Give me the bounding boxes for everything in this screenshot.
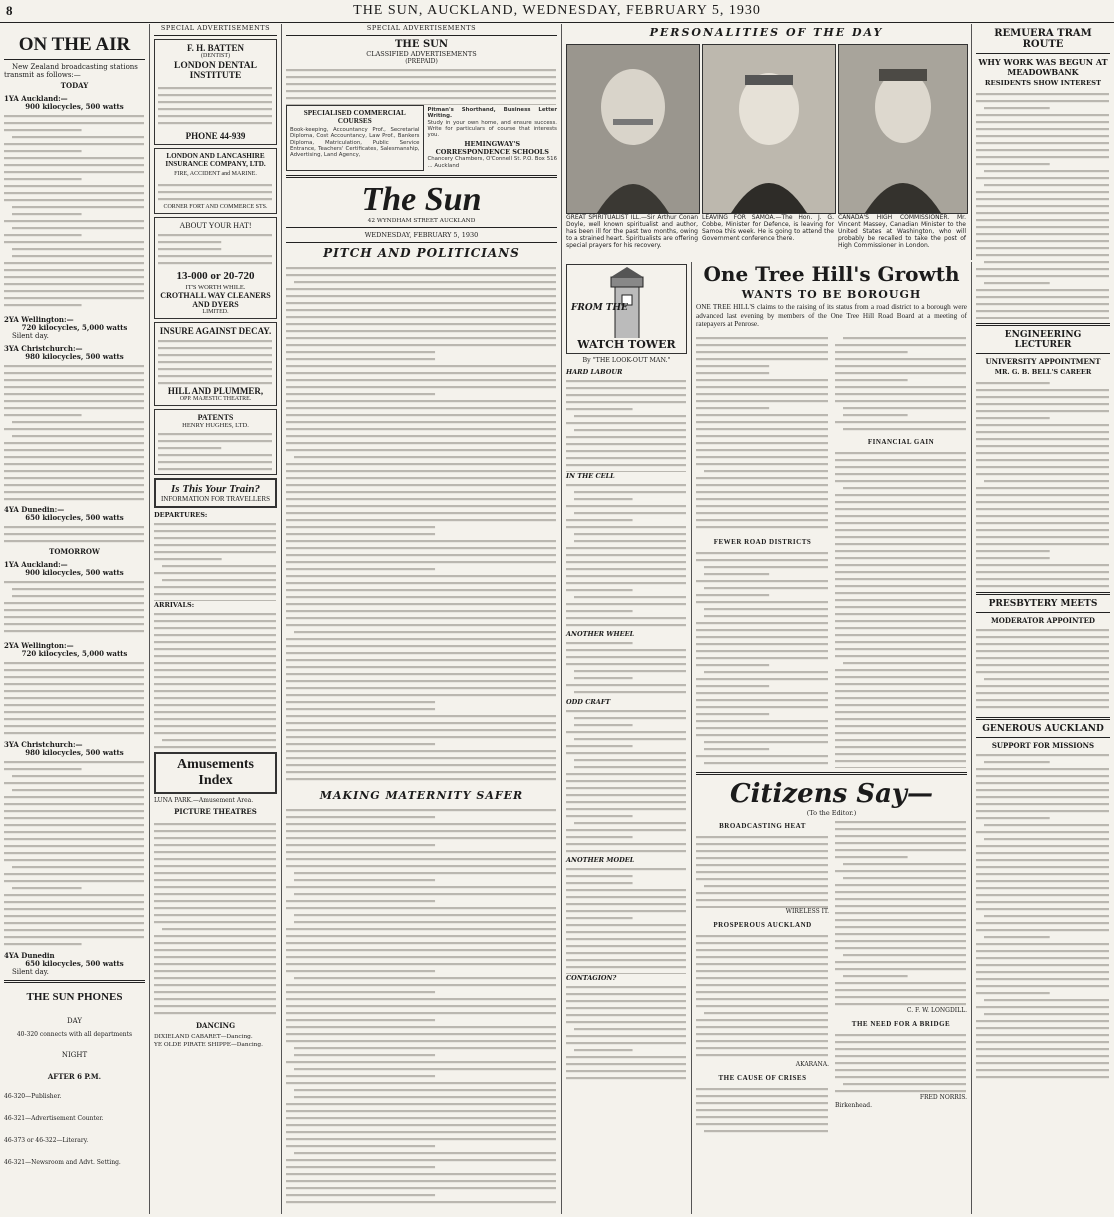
newsprint-texture: [566, 982, 687, 1082]
dixieland: DIXIELAND CABARET—Dancing.: [154, 1034, 253, 1040]
hat-tag: IT'S WORTH WHILE.: [185, 284, 246, 291]
cause-of-crises-head: THE CAUSE OF CRISES: [718, 1073, 807, 1082]
phones-after-label: AFTER 6 P.M.: [47, 1072, 102, 1081]
newsprint-texture: [158, 180, 273, 202]
silent-day-2: Silent day.: [12, 968, 49, 976]
the-sun-logo: The Sun: [361, 181, 482, 219]
signature-akarana: AKARANA.: [795, 1060, 829, 1068]
newsprint-texture: [835, 448, 967, 768]
hemingway-addr: Chancery Chambers, O'Connell St. P.O. Box 516 ... Auckland: [427, 156, 557, 169]
batten-body: [158, 83, 273, 127]
newsprint-texture: [976, 750, 1110, 1080]
luna-park: LUNA PARK.—Amusement Area.: [154, 797, 254, 804]
hat-numbers: 13-000 or 20-720: [176, 270, 255, 282]
engineering-sub2: MR. G. B. BELL'S CAREER: [994, 368, 1092, 376]
phones-night-label: NIGHT: [61, 1051, 88, 1059]
column-editorial: [282, 24, 562, 1214]
portrait-icon: [839, 45, 967, 213]
in-the-cell-body: [566, 480, 687, 630]
special-ads-label-2: SPECIAL ADVERTISEMENTS: [366, 24, 477, 32]
newsprint-texture: [566, 376, 687, 472]
decay-title: INSURE AGAINST DECAY.: [159, 326, 272, 336]
presbytery-head: PRESBYTERY MEETS: [988, 599, 1098, 609]
remuera-sub: WHY WORK WAS BEGUN AT MEADOWBANK: [978, 57, 1108, 77]
prosperous-auckland-body: [696, 931, 829, 1061]
cause-of-crises-body: [696, 1084, 829, 1134]
odd-craft-body: [566, 706, 687, 856]
newsprint-texture: [976, 89, 1110, 319]
station-1ya: 1YA Auckland:—: [4, 94, 68, 103]
subhead-odd-craft: ODD CRAFT: [566, 698, 611, 706]
today-label: TODAY: [60, 81, 89, 90]
station-2ya-tomorrow: 2YA Wellington:—: [4, 641, 74, 650]
newsprint-texture: [158, 429, 273, 471]
newsprint-texture: [976, 378, 1110, 588]
hat-title: ABOUT YOUR HAT!: [179, 221, 252, 230]
station-4ya-tomorrow-freq: 650 kilocycles, 500 watts: [25, 959, 124, 968]
station-4ya-tomorrow: 4YA Dunedin: [4, 951, 55, 960]
train-sub: INFORMATION FOR TRAVELLERS: [160, 495, 271, 503]
newsprint-texture: [696, 1084, 829, 1134]
courses-text: Book-keeping, Accountancy Prof., Secretarial Diploma, Cost Accountancy, Law Prof., Bankers Diploma, Matriculation, Public Service Entrance, Teachers' Certificates, Salesmanship, Advertising, Land Agency,: [290, 127, 420, 159]
phone-line-3: 46-373 or 46-322—Literary.: [4, 1137, 89, 1144]
onetree-right: [835, 333, 967, 768]
caption-conan-doyle: GREAT SPIRITUALIST ILL.—Sir Arthur Conan Doyle, well known spiritualist and author, has been ill for the past two months, owing to a strained heart. Spiritualists are offering special prayers for his recovery.: [566, 214, 698, 249]
station-3ya-tomorrow-program: [4, 757, 145, 947]
phone-line-4: 46-321—Newsroom and Advt. Setting.: [4, 1159, 121, 1166]
remuera-head: REMUERA TRAM ROUTE: [994, 28, 1092, 50]
newsprint-texture: [4, 577, 145, 637]
onetree-intro: ONE TREE HILL'S claims to the raising of its status from a road district to a borough were advanced last evening by members of the One Tree Hill Road Board at a meeting of ratepayers at Penrose.: [696, 303, 967, 329]
newsprint-texture: [154, 519, 277, 601]
departures-list: [154, 519, 277, 601]
special-ads-label: SPECIAL ADVERTISEMENTS: [160, 24, 271, 32]
train-title: Is This Your Train?: [171, 483, 260, 495]
hat-firm: CROTHALL WAY CLEANERS AND DYERS: [160, 291, 271, 309]
onetree-left-body: [696, 333, 829, 533]
batten-dental-ad: [154, 39, 277, 145]
personalities-title: PERSONALITIES OF THE DAY: [649, 26, 884, 39]
station-1ya-tomorrow-freq: 900 kilocycles, 500 watts: [25, 568, 124, 577]
column-watch-tower: [562, 262, 692, 1214]
newsprint-texture: [4, 522, 145, 544]
column-special-ads: [150, 24, 282, 1214]
newsprint-texture: [976, 625, 1110, 713]
dancing-label: DANCING: [195, 1021, 236, 1030]
remuera-body: [976, 89, 1110, 319]
newsprint-texture: [154, 819, 277, 1019]
newsprint-texture: [835, 817, 967, 1007]
onetree-left: [696, 333, 829, 768]
newsprint-texture: [696, 931, 829, 1061]
another-model-body: [566, 864, 687, 974]
newsprint-texture: [4, 757, 145, 947]
subhead-in-the-cell: IN THE CELL: [566, 472, 615, 480]
presbytery-body: [976, 625, 1110, 713]
departures-label: DEPARTURES:: [154, 511, 208, 519]
patents-title: PATENTS: [197, 413, 234, 422]
commercial-courses-ad: [286, 105, 424, 171]
station-1ya-program: [4, 111, 145, 311]
phone-line-1: 46-320—Publisher.: [4, 1093, 62, 1100]
photo-cobbe: [702, 44, 836, 214]
insurance-title: LONDON AND LANCASHIRE INSURANCE COMPANY, LTD.: [165, 152, 266, 168]
onetree-headline: One Tree Hill's Growth: [703, 262, 960, 286]
watch-byline: By "THE LOOK-OUT MAN.": [582, 357, 671, 364]
amusements-box: [154, 752, 277, 794]
subhead-another-wheel: ANOTHER WHEEL: [566, 630, 635, 638]
phones-day-line: 40-320 connects with all departments: [16, 1031, 133, 1038]
tomorrow-label: TOMORROW: [49, 547, 100, 556]
financial-gain-head: FINANCIAL GAIN: [867, 437, 935, 446]
classified-rates: [286, 65, 557, 105]
arrivals-list: [154, 609, 277, 749]
letters-right: [835, 817, 967, 1134]
newsprint-texture: [566, 638, 687, 698]
newsprint-texture: [696, 333, 829, 533]
signature-town: Birkenhead.: [835, 1101, 872, 1109]
newsprint-texture: [154, 609, 277, 749]
another-wheel-body: [566, 638, 687, 698]
onetree-right-body: [835, 333, 967, 433]
ye-olde-pirate: YE OLDE PIRATE SHIPPE—Dancing.: [154, 1042, 263, 1048]
prosperous-auckland-head: PROSPEROUS AUCKLAND: [713, 920, 812, 929]
station-3ya-program: [4, 361, 145, 501]
caption-cobbe: LEAVING FOR SAMOA.—The Hon. J. G. Cobbe, Minister for Defence, is leaving for Samoa this week. He is going to attend the Government conference there.: [702, 214, 834, 242]
decay-addr: OPP. MAJESTIC THEATRE.: [179, 396, 252, 402]
station-3ya-tomorrow-freq: 980 kilocycles, 500 watts: [25, 748, 124, 757]
decay-body: [158, 336, 273, 386]
hemingway-text: Study in your own home, and ensure success. Write for particulars of course that interests you.: [427, 119, 557, 139]
patents-ad: [154, 409, 277, 475]
picture-theatres: PICTURE THEATRES: [174, 807, 257, 816]
editorial-maternity-body: [286, 805, 557, 1205]
station-3ya: 3YA Christchurch:—: [4, 344, 83, 353]
need-for-bridge-body: [835, 1030, 967, 1094]
batten-phone: PHONE 44-939: [185, 131, 246, 141]
onetree-columns: [696, 333, 967, 768]
contagion-body: [566, 982, 687, 1082]
batten-name: F. H. BATTEN: [186, 43, 244, 53]
classified-prepaid: (PREPAID): [405, 58, 438, 65]
subhead-contagion: CONTAGION?: [566, 974, 617, 982]
patents-name: HENRY HUGHES, LTD.: [182, 422, 249, 429]
theatres-list: [154, 819, 277, 1019]
column-on-the-air: [0, 24, 150, 1214]
fewer-districts-head: FEWER ROAD DISTRICTS: [713, 537, 812, 546]
subhead-hard-labour: HARD LABOUR: [566, 368, 623, 376]
newsprint-texture: [286, 263, 557, 783]
phones-day-label: DAY: [66, 1017, 82, 1025]
page-number: 8: [6, 3, 13, 18]
newsprint-texture: [696, 548, 829, 768]
financial-gain-body: [835, 448, 967, 768]
hat-ltd: LIMITED.: [202, 309, 229, 315]
generous-head: GENEROUS AUCKLAND: [982, 724, 1104, 734]
decay-firm: HILL AND PLUMMER,: [167, 386, 264, 396]
citizens-say-headline: Citizens Say—: [729, 778, 934, 809]
classified-sub: CLASSIFIED ADVERTISEMENTS: [366, 50, 477, 58]
phone-line-2: 46-321—Advertisement Counter.: [4, 1115, 104, 1122]
amusements-title: Amusements Index: [177, 757, 254, 788]
newsprint-texture: [566, 864, 687, 974]
sun-address: 42 WYNDHAM STREET AUCKLAND: [367, 218, 476, 225]
to-the-editor: (To the Editor.): [806, 808, 857, 817]
portrait-icon: [567, 45, 699, 213]
batten-sub: (DENTIST): [201, 53, 230, 59]
watch-tower-title: WATCH TOWER: [567, 338, 686, 351]
letters-right-body: [835, 817, 967, 1007]
insurance-body: [158, 180, 273, 202]
newsprint-texture: [286, 805, 557, 1205]
newsprint-texture: [566, 706, 687, 856]
generous-body: [976, 750, 1110, 1080]
letters-columns: [696, 817, 967, 1134]
watch-from: FROM THE: [571, 303, 628, 313]
broadcasting-heat-body: [696, 832, 829, 908]
insurance-addr: CORNER FORT AND COMMERCE STS.: [163, 204, 268, 210]
hard-labour-body: [566, 376, 687, 472]
newsprint-texture: [4, 658, 145, 736]
masthead: [0, 0, 1114, 23]
station-4ya: 4YA Dunedin:—: [4, 505, 65, 514]
onetree-subhead: WANTS TO BE BOROUGH: [741, 288, 922, 301]
column-onetree-citizens: [692, 262, 972, 1214]
fewer-districts-body: [696, 548, 829, 768]
insurance-line1: FIRE, ACCIDENT and MARINE.: [174, 171, 257, 177]
editorial-dateline: WEDNESDAY, FEBRUARY 5, 1930: [364, 231, 479, 240]
broadcasting-heat-head: BROADCASTING HEAT: [719, 821, 806, 830]
editorial-maternity-title: MAKING MATERNITY SAFER: [319, 789, 524, 803]
engineering-sub: UNIVERSITY APPOINTMENT: [985, 357, 1101, 366]
hemingway-firm: HEMINGWAY'S CORRESPONDENCE SCHOOLS: [435, 140, 549, 157]
patents-body: [158, 429, 273, 471]
editorial-pitch-title: PITCH AND POLITICIANS: [323, 246, 520, 261]
newsprint-texture: [4, 111, 145, 311]
station-2ya-tomorrow-program: [4, 658, 145, 736]
classified-title: THE SUN: [394, 39, 449, 50]
station-1ya-tomorrow: 1YA Auckland:—: [4, 560, 68, 569]
newsprint-texture: [566, 480, 687, 630]
portrait-icon: [703, 45, 835, 213]
newsprint-texture: [835, 1030, 967, 1094]
photo-massey: [838, 44, 968, 214]
personalities-band: [562, 24, 972, 260]
insurance-ad: [154, 148, 277, 214]
newsprint-texture: [286, 65, 557, 105]
signature-norris: FRED NORRIS.: [919, 1093, 967, 1101]
hat-ad: [154, 217, 277, 319]
station-1ya-freq: 900 kilocycles, 500 watts: [25, 102, 124, 111]
intro-text: New Zealand broadcasting stations transmit as follows:—: [4, 63, 138, 79]
station-2ya-freq: 720 kilocycles, 5,000 watts: [21, 323, 128, 332]
station-4ya-program: [4, 522, 145, 544]
hemingway-title: Pitman's Shorthand, Business Letter Writing.: [427, 107, 557, 120]
watch-tower-banner: [566, 264, 687, 354]
subhead-another-model: ANOTHER MODEL: [566, 856, 635, 864]
letters-left: [696, 817, 829, 1134]
need-for-bridge-head: THE NEED FOR A BRIDGE: [851, 1019, 951, 1028]
newsprint-texture: [158, 230, 273, 268]
generous-sub: SUPPORT FOR MISSIONS: [991, 741, 1095, 750]
london-dental-title: LONDON DENTAL INSTITUTE: [174, 61, 257, 81]
masthead-title: THE SUN, AUCKLAND, WEDNESDAY, FEBRUARY 5, 1930: [353, 3, 761, 18]
course-ads-row: [286, 105, 557, 171]
caption-massey: CANADA'S HIGH COMMISSIONER. Mr. Vincent Massey, Canadian Minister to the United States at Washington, who will probably be recalled to take the post of High Commissioner in London.: [838, 214, 966, 249]
on-the-air-headline: ON THE AIR: [18, 34, 131, 55]
station-4ya-freq: 650 kilocycles, 500 watts: [25, 513, 124, 522]
hat-body: [158, 230, 273, 268]
hemingway-ad: [428, 105, 558, 171]
station-3ya-tomorrow: 3YA Christchurch:—: [4, 740, 83, 749]
column-right-news: [972, 24, 1114, 1214]
newsprint-texture: [4, 361, 145, 501]
newsprint-texture: [696, 832, 829, 908]
presbytery-sub: MODERATOR APPOINTED: [990, 616, 1096, 625]
station-3ya-freq: 980 kilocycles, 500 watts: [25, 352, 124, 361]
signature-wireless: WIRELESS IT.: [785, 907, 829, 915]
arrivals-label: ARRIVALS:: [154, 601, 195, 609]
silent-day-1: Silent day.: [12, 332, 49, 340]
decay-ad: [154, 322, 277, 406]
editorial-pitch-body: [286, 263, 557, 783]
engineering-body: [976, 378, 1110, 588]
newsprint-texture: [835, 333, 967, 433]
station-1ya-tomorrow-program: [4, 577, 145, 637]
courses-title: SPECIALISED COMMERCIAL COURSES: [303, 109, 406, 125]
signature-longdill: C. F. W. LONGDILL.: [906, 1006, 967, 1014]
photo-conan-doyle: [566, 44, 700, 214]
sun-phones-heading: THE SUN PHONES: [26, 991, 123, 1003]
station-2ya-tomorrow-freq: 720 kilocycles, 5,000 watts: [21, 649, 128, 658]
newsprint-texture: [158, 83, 273, 127]
station-2ya: 2YA Wellington:—: [4, 315, 74, 324]
train-box: [154, 478, 277, 508]
newsprint-texture: [158, 336, 273, 386]
remuera-sub2: RESIDENTS SHOW INTEREST: [984, 79, 1102, 87]
engineering-head: ENGINEERING LECTURER: [1004, 330, 1082, 350]
